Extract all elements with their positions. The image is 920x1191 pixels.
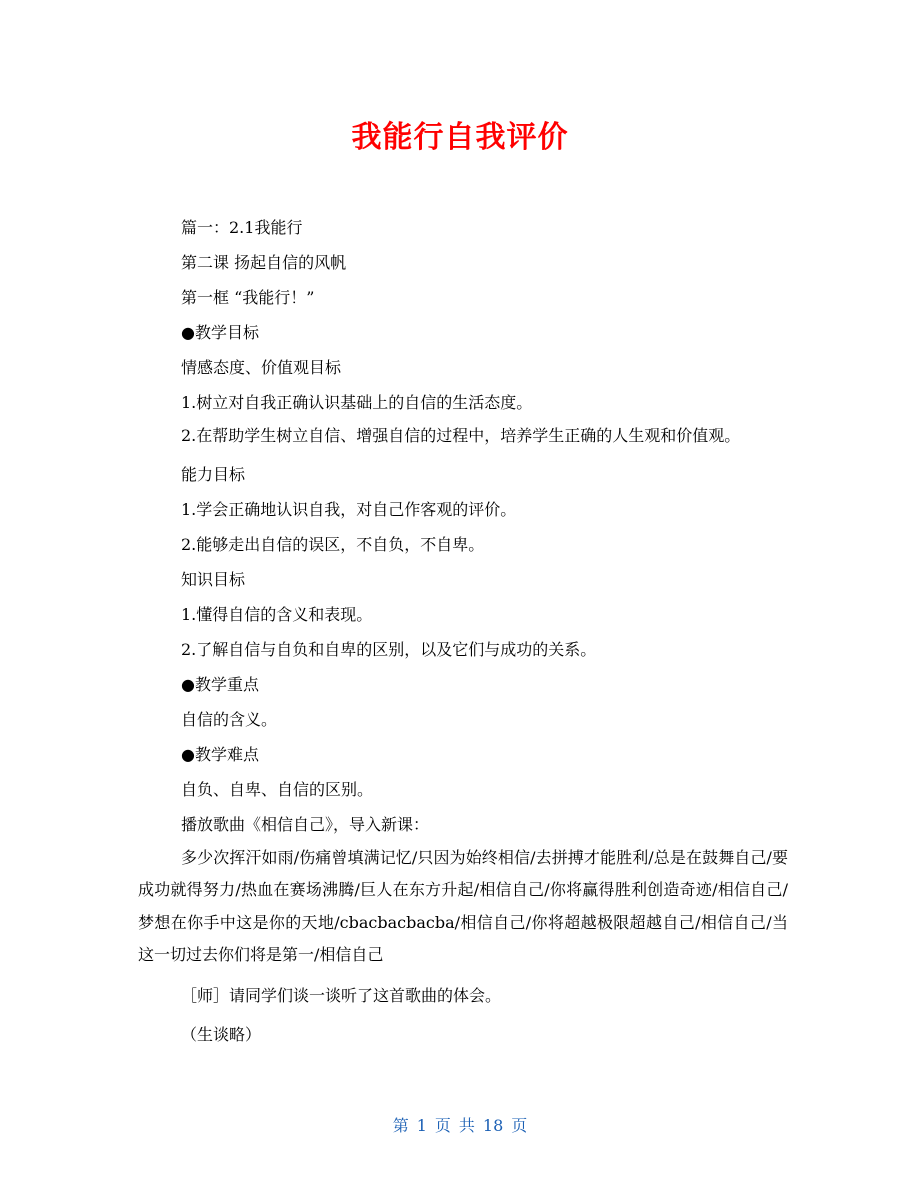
footer-page-label: 第 bbox=[392, 1116, 409, 1135]
document-title: 我能行自我评价 bbox=[351, 120, 569, 155]
attitude-goal-1: 1.树立对自我正确认识基础上的自信的生活态度。 bbox=[181, 393, 533, 412]
ability-goal-2: 2.能够走出自信的误区，不自负，不自卑。 bbox=[181, 534, 485, 554]
difficulty-text: 自负、自卑、自信的区别。 bbox=[181, 779, 374, 799]
footer-total-label: 共 bbox=[458, 1116, 475, 1135]
page-footer bbox=[0, 1112, 920, 1140]
attitude-goals-heading: 情感态度、价值观目标 bbox=[181, 358, 342, 377]
student-response: （生谈略） bbox=[181, 1024, 262, 1044]
key-point-heading: ●教学重点 bbox=[181, 674, 259, 694]
lesson-title: 第二课 扬起自信的风帆 bbox=[181, 253, 347, 272]
ability-goal-1: 1.学会正确地认识自我，对自己作客观的评价。 bbox=[181, 499, 517, 519]
key-point-text: 自信的含义。 bbox=[181, 709, 278, 729]
knowledge-goal-1: 1.懂得自信的含义和表现。 bbox=[181, 604, 373, 624]
difficulty-heading: ●教学难点 bbox=[181, 744, 259, 764]
knowledge-goal-2: 2.了解自信与自负和自卑的区别，以及它们与成功的关系。 bbox=[181, 639, 597, 659]
song-lyrics: 多少次挥汗如雨/伤痛曾填满记忆/只因为始终相信/去拼搏才能胜利/总是在鼓舞自己/要成功就得努力/热血在赛场沸腾/巨人在东方升起/相信自己/你将赢得胜利创造奇迹/相信自己/梦想在你手中这是你的天地/cbacbacbacba/相信自己/你将超越极限超越自己/相信自己/当这一切过去你们将是第一/相信自己 bbox=[138, 847, 788, 964]
footer-page-unit: 页 bbox=[434, 1116, 451, 1135]
teacher-prompt: ［师］请同学们谈一谈听了这首歌曲的体会。 bbox=[181, 985, 502, 1005]
teaching-goals-heading: ●教学目标 bbox=[181, 323, 259, 342]
document-body bbox=[138, 210, 788, 1052]
footer-page-number: 1 bbox=[416, 1116, 427, 1135]
section-title: 第一框 “我能行！” bbox=[181, 288, 315, 307]
footer-total-number: 18 bbox=[482, 1116, 504, 1135]
ability-goals-heading: 能力目标 bbox=[181, 464, 246, 484]
footer-total-unit: 页 bbox=[511, 1116, 528, 1135]
song-intro: 播放歌曲《相信自己》，导入新课： bbox=[181, 814, 430, 834]
attitude-goal-2: 2.在帮助学生树立自信、增强自信的过程中，培养学生正确的人生观和价值观。 bbox=[181, 426, 741, 445]
knowledge-goals-heading: 知识目标 bbox=[181, 569, 246, 589]
article-heading: 篇一：2.1我能行 bbox=[181, 218, 303, 237]
